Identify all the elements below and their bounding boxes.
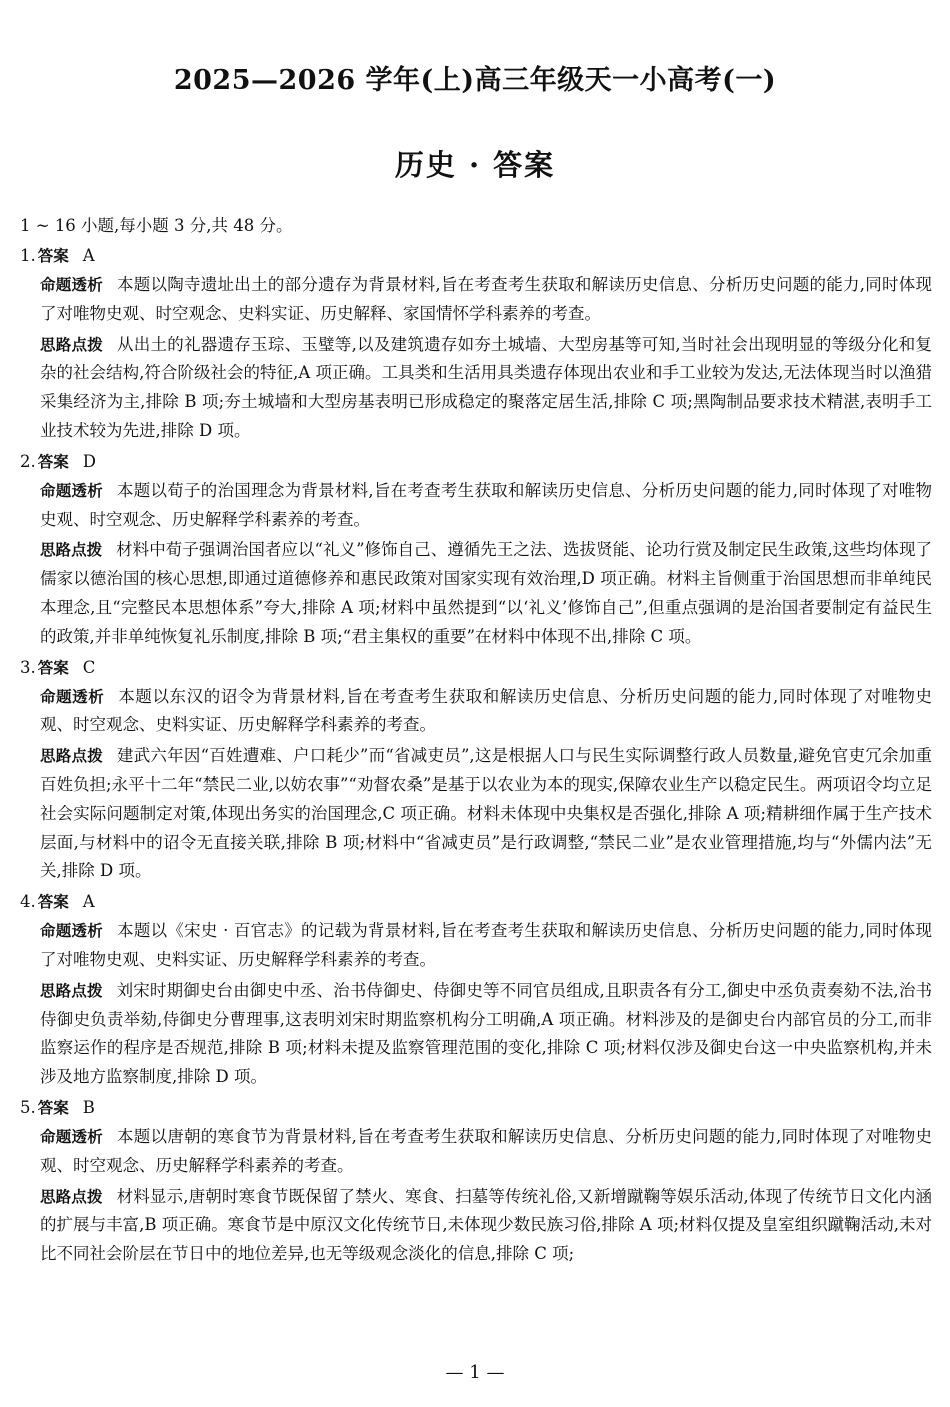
hint-label: 思路点拨 <box>40 747 103 766</box>
hint-paragraph <box>40 742 932 886</box>
analysis-label: 命题透析 <box>40 922 104 941</box>
hint-paragraph <box>40 536 932 651</box>
document-title: 2025—2026 学年(上)高三年级天一小高考(一) <box>173 65 777 96</box>
analysis-label: 命题透析 <box>40 481 104 500</box>
hint-paragraph <box>40 977 932 1092</box>
hint-text: 材料中荀子强调治国者应以“礼义”修饰自己、遵循先王之法、选拔贤能、论功行赏及制定民生政策,这些均体现了儒家以德治国的核心思想,即通过道德修养和惠民政策对国家实现有效治理,D 项正确。材料主旨侧重于治国思想而非单纯民本理念,且“完整民本思想体系”夸大,排除 A 项;材料中虽然提到“以‘礼义’修饰自己”,但重点强调的是治国者要制定有益民生的政策,并非单纯恢复礼乐制度,排除 B 项;“君主集权的重要”在材料中体现不出,排除 C 项。 <box>40 540 932 646</box>
document-subtitle: 历史 · 答案 <box>394 148 556 182</box>
analysis-paragraph <box>40 683 932 741</box>
hint-label: 思路点拨 <box>40 1187 103 1206</box>
analysis-label: 命题透析 <box>40 1127 104 1146</box>
analysis-label: 命题透析 <box>40 687 105 706</box>
analysis-paragraph <box>40 917 932 975</box>
question-block <box>20 654 932 887</box>
hint-text: 建武六年因“百姓遭难、户口耗少”而“省减吏员”,这是根据人口与民生实际调整行政人员数量,避免官吏冗余加重百姓负担;永平十二年“禁民二业,以妨农事”“劝督农桑”是基于以农业为本的现实,保障农业生产以稳定民生。两项诏令均立足社会实际问题制定对策,体现出务实的治国理念,C 项正确。材料未体现中央集权是否强化,排除 A 项;精耕细作属于生产技术层面,与材料中的诏令无直接关联,排除 B 项;材料中“省减吏员”是行政调整,“禁民二业”是农业管理措施,均与“外儒内法”无关,排除 D 项。 <box>40 746 932 881</box>
answer-label: 答案 <box>37 247 69 265</box>
question-header <box>20 242 932 269</box>
answer-label: 答案 <box>37 893 69 912</box>
answer-value: B <box>82 1097 95 1117</box>
hint-paragraph <box>40 1183 932 1269</box>
question-header <box>20 448 932 475</box>
page-number: — 1 — <box>445 1362 505 1383</box>
question-header <box>20 654 932 681</box>
question-number: 3. <box>20 657 36 677</box>
answer-label: 答案 <box>37 452 69 471</box>
question-block <box>20 888 932 1092</box>
analysis-text: 本题以荀子的治国理念为背景材料,旨在考查考生获取和解读历史信息、分析历史问题的能力,同时体现了对唯物史观、时空观念、历史解释学科素养的考查。 <box>40 480 932 529</box>
question-block <box>20 1094 932 1269</box>
analysis-paragraph <box>40 477 932 535</box>
hint-label: 思路点拨 <box>40 981 103 1000</box>
question-block <box>20 448 932 652</box>
analysis-paragraph <box>40 1123 932 1181</box>
question-number: 5. <box>20 1097 36 1117</box>
analysis-text: 本题以陶寺遗址出土的部分遗存为背景材料,旨在考查考生获取和解读历史信息、分析历史问题的能力,同时体现了对唯物史观、时空观念、史料实证、历史解释、家国情怀学科素养的考查。 <box>40 275 932 323</box>
answer-content <box>20 212 932 1271</box>
analysis-label: 命题透析 <box>40 276 104 294</box>
analysis-text: 本题以《宋史 · 百官志》的记载为背景材料,旨在考查考生获取和解读历史信息、分析历史问题的能力,同时体现了对唯物史观、史料实证、历史解释学科素养的考查。 <box>40 921 932 969</box>
hint-text: 刘宋时期御史台由御史中丞、治书侍御史、侍御史等不同官员组成,且职责各有分工,御史中丞负责奏劾不法,治书侍御史负责举劾,侍御史分曹理事,这表明刘宋时期监察机构分工明确,A 项正确。材料涉及的是御史台内部官员的分工,而非监察运作的程序是否规范,排除 B 项;材料未提及监察管理范围的变化,排除 C 项;材料仅涉及御史台这一中央监察机构,并未涉及地方监察制度,排除 D 项。 <box>40 980 932 1087</box>
answer-value: C <box>82 657 96 677</box>
hint-label: 思路点拨 <box>40 541 103 560</box>
answer-label: 答案 <box>37 1098 69 1117</box>
question-number: 1. <box>20 246 36 265</box>
hint-text: 从出土的礼器遗存玉琮、玉璧等,以及建筑遗存如夯土城墙、大型房基等可知,当时社会出现明显的等级分化和复杂的社会结构,符合阶级社会的特征,A 项正确。工具类和生活用具类遗存体现出农业和手工业较为发达,无法体现当时以渔猎采集经济为主,排除 B 项;夯土城墙和大型房基表明已形成稳定的聚落定居生活,排除 C 项;黑陶制品要求技术精湛,表明手工业技术较为先进,排除 D 项。 <box>40 334 932 440</box>
hint-paragraph <box>40 331 932 446</box>
answer-value: A <box>82 246 95 265</box>
question-header <box>20 888 932 915</box>
question-header <box>20 1094 932 1121</box>
hint-label: 思路点拨 <box>40 335 104 354</box>
answer-value: D <box>82 451 96 471</box>
hint-text: 材料显示,唐朝时寒食节既保留了禁火、寒食、扫墓等传统礼俗,又新增蹴鞠等娱乐活动,体现了传统节日文化内涵的扩展与丰富,B 项正确。寒食节是中原汉文化传统节日,未体现少数民族习俗,排除 A 项;材料仅提及皇室组织蹴鞠活动,未对比不同社会阶层在节日中的地位差异,也无等级观念淡化的信息,排除 C 项; <box>40 1186 932 1264</box>
analysis-text: 本题以唐朝的寒食节为背景材料,旨在考查考生获取和解读历史信息、分析历史问题的能力,同时体现了对唯物史观、时空观念、历史解释学科素养的考查。 <box>40 1126 932 1175</box>
analysis-text: 本题以东汉的诏令为背景材料,旨在考查考生获取和解读历史信息、分析历史问题的能力,同时体现了对唯物史观、时空观念、史料实证、历史解释学科素养的考查。 <box>40 686 932 735</box>
intro-text: 1 ~ 16 小题,每小题 3 分,共 48 分。 <box>20 216 293 235</box>
answer-label: 答案 <box>37 658 69 677</box>
question-number: 2. <box>20 451 36 471</box>
analysis-paragraph <box>40 271 932 329</box>
answer-value: A <box>82 892 95 912</box>
question-block <box>20 242 932 446</box>
question-number: 4. <box>20 892 36 912</box>
